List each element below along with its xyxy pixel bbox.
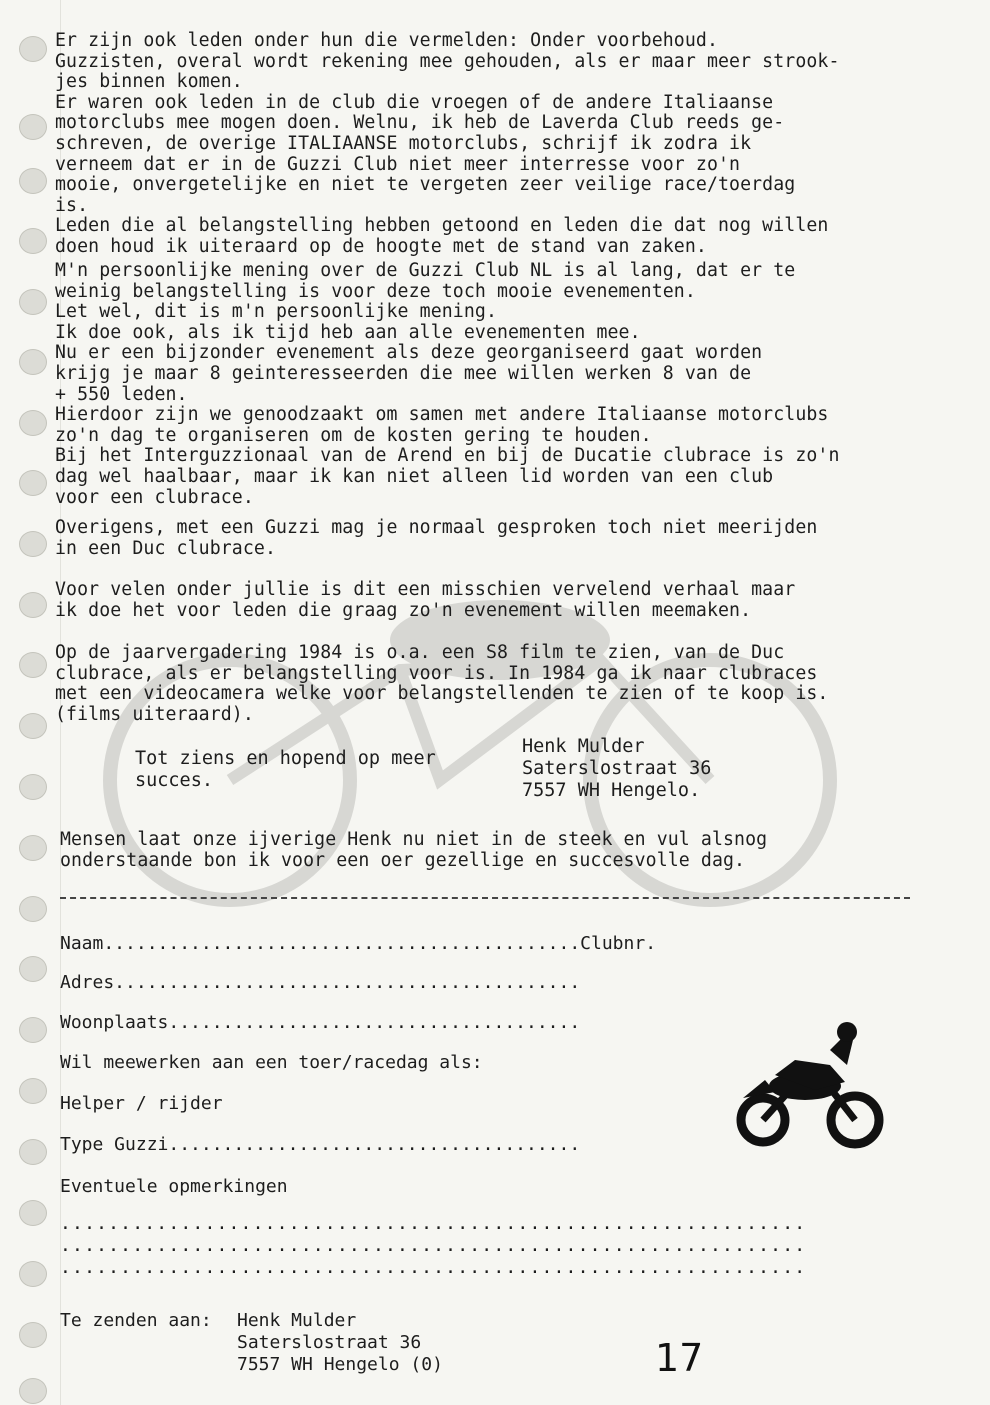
binder-hole: [19, 835, 47, 861]
binder-hole: [19, 349, 47, 375]
send-address: Henk Mulder Saterslostraat 36 7557 WH Hengelo (0): [237, 1310, 443, 1375]
binder-hole: [19, 289, 47, 315]
adres-field: Adres...........................................: [60, 972, 581, 993]
binder-hole: [19, 470, 47, 496]
binder-hole: [19, 1322, 47, 1348]
binder-hole: [19, 168, 47, 194]
paragraph-opinion: M'n persoonlijke mening over de Guzzi Club NL is al lang, dat er te weinig belangstelling is voor deze toch mooie evenementen. Let wel, dit is m'n persoonlijke mening. Ik doe ook, als ik tijd heb aan alle evenementen mee. Nu er een bijzonder evenement als deze georganiseerd gaat worden krijg je maar 8 geinteresseerden die mee willen werken 8 van de + 550 leden. Hierdoor zijn we genoodzaakt om samen met andere Italiaanse motorclubs zo'n dag te organiseren om de kosten gering te houden. Bij het Interguzzionaal van de Arend en bij de Ducatie clubrace is zo'n dag wel haalbaar, maar ik kan niet alleen lid worden van een club voor een clubrace.: [55, 260, 840, 508]
opmerkingen-line: ..............................................................: [60, 1257, 807, 1278]
paragraph-intro: Er zijn ook leden onder hun die vermelden: Onder voorbehoud. Guzzisten, overal wordt rekening mee gehouden, als er maar meer strook- jes binnen komen. Er waren ook leden in de club die vroegen of de andere Italiaanse motorclubs mee mogen doen. Welnu, ik heb de Laverda Club reeds ge- schreven, de overige ITALIAANSE motorclubs, schrijf ik zodra ik verneem dat er in de Guzzi Club niet meer interresse voor zo'n mooie, onvergetelijke en niet te vergeten zeer veilige race/toerdag is. Leden die al belangstelling hebben getoond en leden die dat nog willen doen houd ik uiteraard op de hoogte met de stand van zaken.: [55, 30, 840, 257]
cut-line: [60, 897, 910, 899]
helper-rijder-option: Helper / rijder: [60, 1093, 223, 1114]
type-guzzi-field: Type Guzzi......................................: [60, 1134, 581, 1155]
page-number: 17: [655, 1336, 704, 1380]
binder-hole: [19, 1017, 47, 1043]
paragraph-velen: Voor velen onder jullie is dit een misschien vervelend verhaal maar ik doe het voor leden die graag zo'n evenement willen meemaken.: [55, 579, 796, 621]
binder-hole: [19, 1139, 47, 1165]
naam-field: Naam............................................Clubnr.: [60, 933, 657, 954]
binder-hole: [19, 592, 47, 618]
binder-hole: [19, 956, 47, 982]
paragraph-guzzi-duc: Overigens, met een Guzzi mag je normaal gesproken toch niet meerijden in een Duc clubrace.: [55, 517, 818, 559]
motorcycle-rider-icon: [735, 1020, 890, 1155]
closing-text: Tot ziens en hopend op meer succes.: [135, 748, 436, 791]
binder-hole: [19, 1078, 47, 1104]
appeal-text: Mensen laat onze ijverige Henk nu niet in de steek en vul alsnog onderstaande bon ik voor een oer gezellige en succesvolle dag.: [60, 829, 768, 871]
binder-hole: [19, 1378, 47, 1404]
binder-hole: [19, 410, 47, 436]
binder-hole: [19, 896, 47, 922]
binder-hole: [19, 228, 47, 254]
binder-hole: [19, 1200, 47, 1226]
binder-hole: [19, 652, 47, 678]
binder-hole: [19, 114, 47, 140]
send-label: Te zenden aan:: [60, 1310, 212, 1331]
opmerkingen-label: Eventuele opmerkingen: [60, 1176, 288, 1197]
binder-hole: [19, 713, 47, 739]
paragraph-jaarvergadering: Op de jaarvergadering 1984 is o.a. een S8 film te zien, van de Duc clubrace, als er belangstelling voor is. In 1984 ga ik naar clubraces met een videocamera welke voor belangstellenden te zien of te koop is. (films uiteraard).: [55, 642, 829, 725]
binder-hole: [19, 1261, 47, 1287]
woonplaats-field: Woonplaats......................................: [60, 1012, 581, 1033]
opmerkingen-line: ..............................................................: [60, 1213, 807, 1234]
meewerken-label: Wil meewerken aan een toer/racedag als:: [60, 1052, 483, 1073]
binder-holes: [19, 0, 51, 1405]
signature-block: Henk Mulder Saterslostraat 36 7557 WH Hengelo.: [522, 736, 712, 801]
binder-hole: [19, 36, 47, 62]
opmerkingen-line: ..............................................................: [60, 1235, 807, 1256]
binder-hole: [19, 774, 47, 800]
binder-hole: [19, 531, 47, 557]
